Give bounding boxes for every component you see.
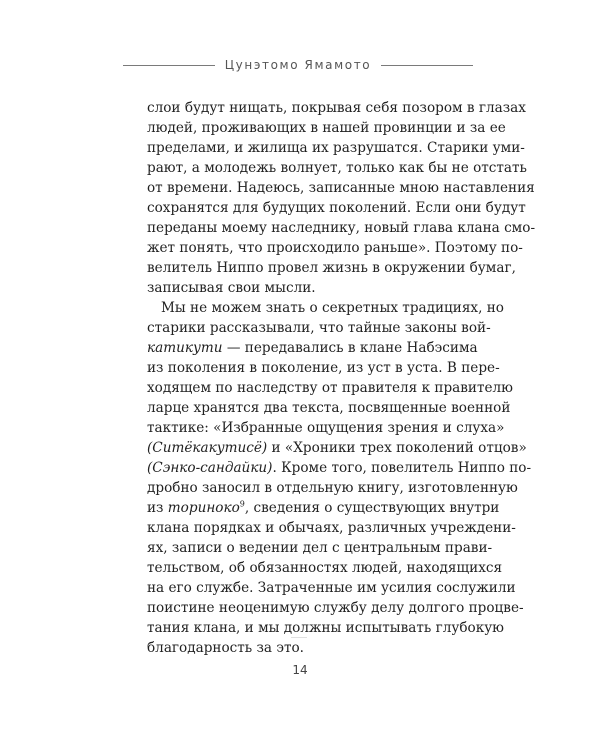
folio-mark <box>291 637 307 638</box>
text-line: тактике: «Избранные ощущения зрения и слуха» <box>147 420 505 436</box>
text-line: жет понять, что происходило раньше». Поэтому по- <box>147 240 523 256</box>
body-text <box>147 98 536 658</box>
text-line: на его службе. Затраченные им усилия сослужили <box>147 580 516 596</box>
text-line: людей, проживающих в нашей провинции и за ее <box>147 120 506 136</box>
text-line: ходящем по наследству от правителя к правителю <box>147 380 514 396</box>
text-line <box>147 458 532 478</box>
text-line: тельством, об обязанностях людей, находящихся <box>147 560 503 576</box>
footnote-marker: 9 <box>239 499 245 509</box>
paragraph-2 <box>147 298 532 658</box>
italic-term: катикути <box>147 340 223 356</box>
text-line: рают, а молодежь волнует, только как бы не отстать <box>147 160 527 176</box>
text-line: слои будут нищать, покрывая себя позором в глазах <box>147 100 526 116</box>
text-line: ларце хранятся два текста, посвященные военной <box>147 400 511 416</box>
text-line: клана порядках и обычаях, различных учреждени- <box>147 520 516 536</box>
text-line: ях, записи о ведении дел с центральным прави- <box>147 540 493 556</box>
text-line: записывая свои мысли. <box>147 280 316 296</box>
text-line: из поколения в поколение, из уст в уста. В пере- <box>147 360 500 376</box>
text-line <box>147 438 527 458</box>
text-run: из <box>147 500 168 516</box>
running-head <box>123 57 473 73</box>
text-line: велитель Ниппо провел жизнь в окружении бумаг, <box>147 260 516 276</box>
text-line: дробно заносил в отдельную книгу, изготовленную <box>147 480 518 496</box>
text-run: , сведения о существующих внутри <box>244 500 500 516</box>
text-line: Мы не можем знать о секретных традициях, но <box>161 300 504 316</box>
page-number: 14 <box>292 663 308 677</box>
italic-term: ториноко <box>167 500 240 516</box>
text-line: благодарность за это. <box>147 640 304 656</box>
text-line: поистине неоценимую службу делу долгого процве- <box>147 600 524 616</box>
text-line <box>147 498 500 518</box>
author-name: Цунэтомо Ямамото <box>224 58 372 72</box>
text-line: тания клана, и мы должны испытывать глубокую <box>147 620 505 636</box>
text-line: пределами, и жилища их разрушатся. Старики уми- <box>147 140 525 156</box>
text-run: — передавались в клане Набэсима <box>222 340 478 356</box>
paragraph-1 <box>147 98 536 298</box>
italic-term: (Ситёкакутисё) <box>147 440 268 456</box>
text-line: сохранятся для будущих поколений. Если они будут <box>147 200 526 216</box>
text-run: . Кроме того, повелитель Ниппо по- <box>272 460 532 476</box>
text-line: от времени. Надеюсь, записанные мною наставления <box>147 180 535 196</box>
text-run: и «Хроники трех поколений отцов» <box>267 440 527 456</box>
right-rule <box>381 65 473 66</box>
italic-term: (Сэнко-сандайки) <box>147 460 273 476</box>
text-line: переданы моему наследнику, новый глава клана смо- <box>147 220 536 236</box>
text-line <box>147 338 478 358</box>
text-line: старики рассказывали, что тайные законы вой- <box>147 320 491 336</box>
left-rule <box>123 65 215 66</box>
